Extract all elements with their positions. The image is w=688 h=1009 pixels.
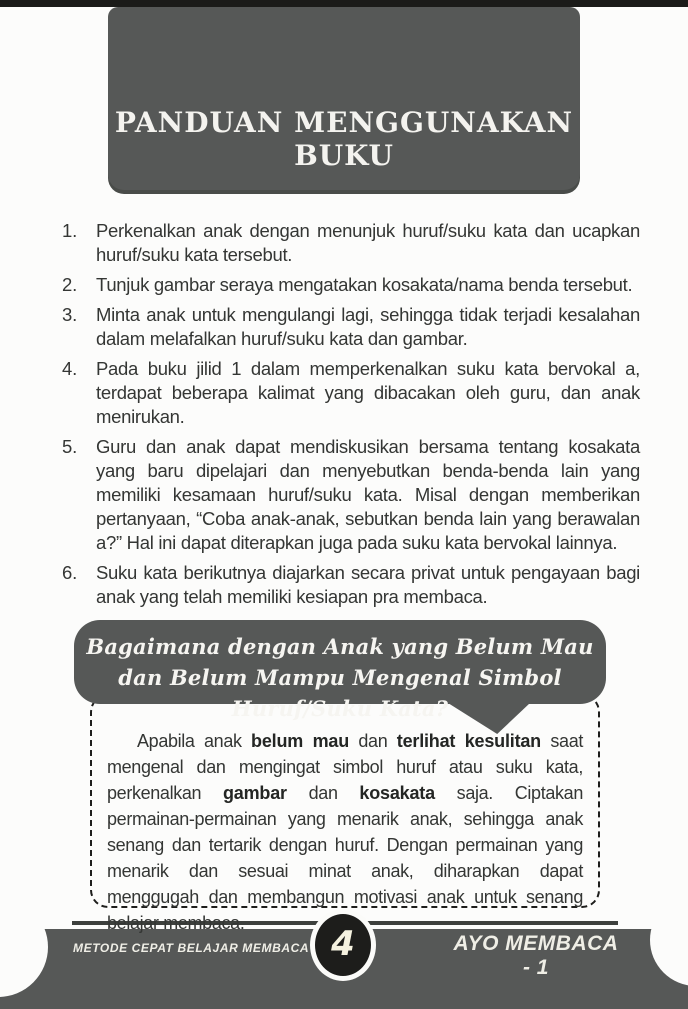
instruction-item bbox=[62, 303, 640, 351]
title-plate bbox=[108, 7, 580, 190]
instruction-number: 2. bbox=[62, 274, 78, 295]
question-line-1: Bagaimana dengan Anak yang Belum Mau bbox=[86, 634, 594, 659]
page-number-badge bbox=[310, 909, 376, 981]
instruction-text: Guru dan anak dapat mendiskusikan bersama tentang kosakata yang baru dipelajari dan menyebutkan benda-benda lain yang memiliki kesamaan huruf/suku kata. Misal dengan memberikan pertanyaan, “Coba anak-anak, sebutkan benda lain yang berawalan a?” Hal ini dapat diterapkan juga pada suku kata bervokal lainnya. bbox=[96, 436, 640, 553]
question-bubble bbox=[74, 620, 606, 721]
instruction-text: Suku kata berikutnya diajarkan secara privat untuk pengayaan bagi anak yang telah memiliki kesiapan pra membaca. bbox=[96, 562, 640, 607]
instruction-number: 4. bbox=[62, 358, 78, 379]
answer-segment: terlihat kesulitan bbox=[396, 731, 541, 751]
answer-segment: Apabila anak bbox=[137, 731, 252, 751]
instruction-item bbox=[62, 561, 640, 609]
answer-segment: saja. Ciptakan permainan-permainan yang menarik anak, sehingga anak senang dan tertarik dengan huruf. Dengan permainan yang menarik dan sesuai minat anak, diharapkan dapat menggugah dan membangun motivasi anak untuk senang belajar membaca. bbox=[107, 783, 583, 933]
answer-segment: gambar bbox=[223, 783, 287, 803]
instruction-item bbox=[62, 273, 640, 297]
instruction-number: 3. bbox=[62, 304, 78, 325]
instruction-text: Pada buku jilid 1 dalam memperkenalkan suku kata bervokal a, terdapat beberapa kalimat yang dibacakan oleh guru, dan anak menirukan. bbox=[96, 358, 640, 427]
instruction-item bbox=[62, 219, 640, 267]
instruction-text: Perkenalkan anak dengan menunjuk huruf/suku kata dan ucapkan huruf/suku kata tersebut. bbox=[96, 220, 640, 265]
footer-series-title: METODE CEPAT BELAJAR MEMBACA bbox=[73, 941, 310, 955]
footer-corner-curve-left bbox=[0, 897, 48, 997]
answer-paragraph bbox=[107, 728, 583, 936]
page-number: 4 bbox=[331, 924, 355, 964]
instruction-text: Tunjuk gambar seraya mengatakan kosakata/nama benda tersebut. bbox=[96, 274, 633, 295]
answer-segment: kosakata bbox=[359, 783, 435, 803]
instruction-number: 1. bbox=[62, 220, 78, 241]
answer-segment: dan bbox=[286, 783, 360, 803]
footer-book-title: AYO MEMBACA - 1 bbox=[453, 932, 619, 979]
instruction-item bbox=[62, 357, 640, 429]
instruction-item bbox=[62, 435, 640, 555]
instruction-number: 5. bbox=[62, 436, 78, 457]
instruction-text: Minta anak untuk mengulangi lagi, sehingga tidak terjadi kesalahan dalam melafalkan huruf/suku kata dan gambar. bbox=[96, 304, 640, 349]
answer-segment: dan bbox=[349, 731, 397, 751]
page-title: PANDUAN MENGGUNAKAN BUKU bbox=[114, 106, 574, 172]
answer-segment: saat mengenal dan mengingat simbol huruf atau suku kata, perkenalkan bbox=[107, 731, 584, 803]
answer-box bbox=[90, 694, 600, 933]
instruction-list bbox=[62, 219, 640, 615]
footer-corner-curve-right bbox=[650, 894, 688, 986]
answer-segment: belum mau bbox=[251, 731, 349, 751]
instruction-number: 6. bbox=[62, 562, 78, 583]
top-border-bar bbox=[0, 0, 688, 7]
question-line-2: dan Belum Mampu Mengenal Simbol Huruf/Suku Kata? bbox=[118, 665, 562, 721]
